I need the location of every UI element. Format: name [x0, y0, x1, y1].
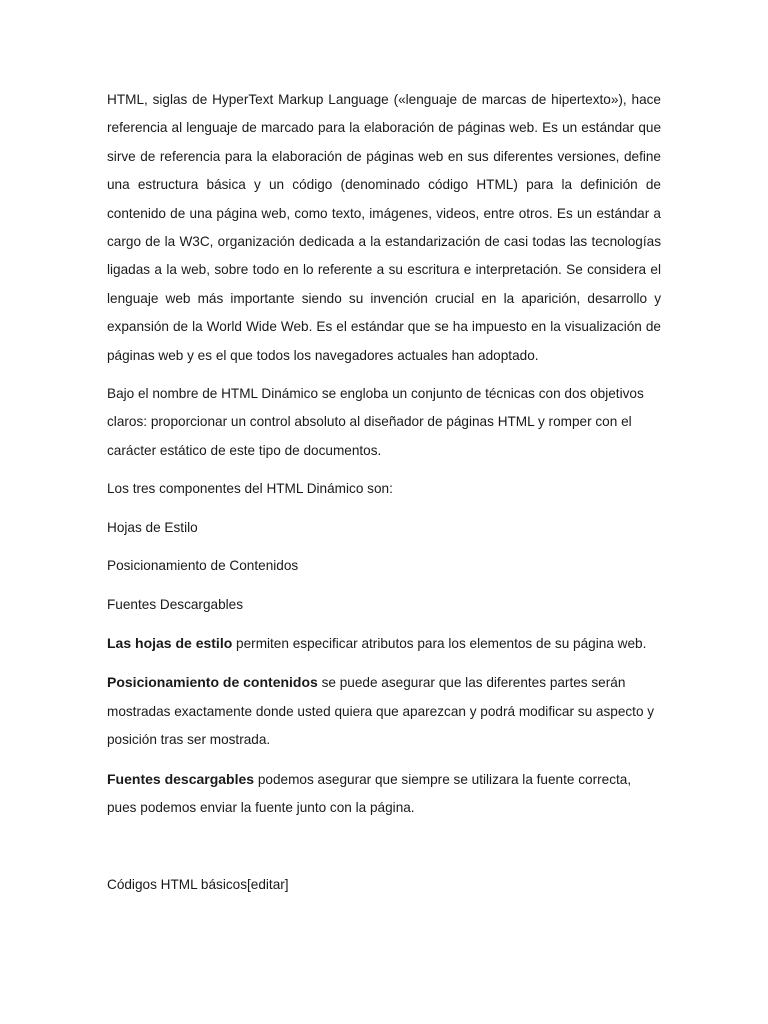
paragraph-styles [107, 629, 661, 658]
component-item-positioning: Posicionamiento de Contenidos [107, 558, 299, 574]
paragraph-components-intro: Los tres componentes del HTML Dinámico son: [107, 481, 393, 497]
document-page [107, 86, 661, 900]
paragraph-dhtml: Bajo el nombre de HTML Dinámico se engloba un conjunto de técnicas con dos objetivos claros: proporcionar un control absoluto al diseñador de páginas HTML y romper con el carácter estático de este tipo de documentos. [107, 386, 644, 458]
section-heading: Códigos HTML básicos[editar] [107, 877, 289, 893]
positioning-description: se puede asegurar que las diferentes partes serán mostradas exactamente donde usted quiera que aparezcan y podrá modificar su aspecto y posición tras ser mostrada. [107, 675, 655, 748]
bold-term-styles: Las hojas de estilo [107, 634, 233, 651]
component-item-styles: Hojas de Estilo [107, 519, 198, 535]
component-item-fonts: Fuentes Descargables [107, 596, 244, 612]
paragraph-fonts [107, 765, 661, 823]
bold-term-positioning: Posicionamiento de contenidos [107, 674, 318, 691]
fonts-description: podemos asegurar que siempre se utilizara la fuente correcta, pues podemos enviar la fuente junto con la página. [107, 771, 632, 815]
paragraph-intro: HTML, siglas de HyperText Markup Language («lenguaje de marcas de hipertexto»), hace referencia al lenguaje de marcado para la elaboración de páginas web. Es un estándar que sirve de referencia para la elaboración de páginas web en sus diferentes versiones, define una estructura básica y un código (denominado código HTML) para la definición de contenido de una página web, como texto, imágenes, videos, entre otros. Es un estándar a cargo de la W3C, organización dedicada a la estandarización de casi todas las tecnologías ligadas a la web, sobre todo en lo referente a su escritura e interpretación. Se considera el lenguaje web más importante siendo su invención crucial en la aparición, desarrollo y expansión de la World Wide Web. Es el estándar que se ha impuesto en la visualización de páginas web y es el que todos los navegadores actuales han adoptado. [107, 92, 661, 363]
styles-description: permiten especificar atributos para los elementos de su página web. [232, 635, 647, 651]
paragraph-positioning [107, 668, 661, 754]
bold-term-fonts: Fuentes descargables [107, 770, 255, 787]
